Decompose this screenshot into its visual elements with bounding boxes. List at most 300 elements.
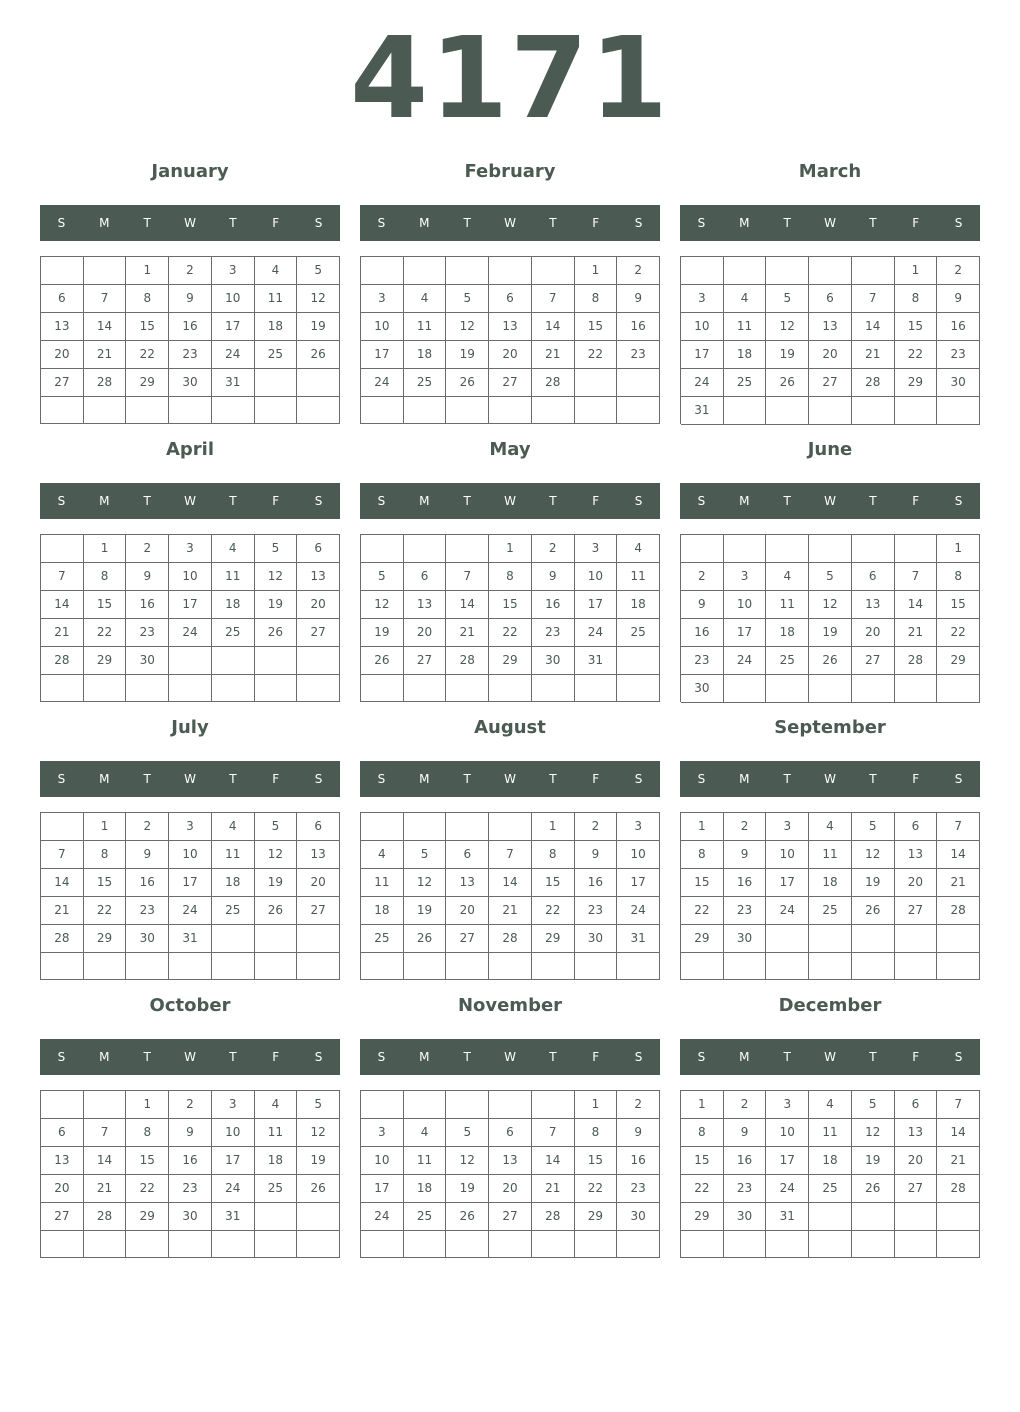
empty-cell xyxy=(724,535,767,563)
day-cell: 16 xyxy=(724,1147,767,1175)
day-cell: 7 xyxy=(937,813,980,841)
day-cell: 22 xyxy=(937,619,980,647)
day-cell: 8 xyxy=(895,285,938,313)
weekday-label: T xyxy=(463,494,471,508)
day-cell: 25 xyxy=(766,647,809,675)
weekday-label: S xyxy=(57,494,66,508)
day-cell: 10 xyxy=(766,841,809,869)
empty-cell xyxy=(809,953,852,980)
day-cell: 14 xyxy=(532,313,575,341)
weekday-label: F xyxy=(272,216,280,230)
empty-cell xyxy=(681,953,724,980)
day-cell: 23 xyxy=(126,619,169,647)
day-cell: 30 xyxy=(126,925,169,953)
day-cell: 17 xyxy=(212,313,255,341)
weekday-label: T xyxy=(869,216,877,230)
day-cell: 20 xyxy=(809,341,852,369)
weekday-label: T xyxy=(229,216,237,230)
day-cell: 7 xyxy=(84,1119,127,1147)
day-cell: 10 xyxy=(766,1119,809,1147)
empty-cell xyxy=(41,1231,84,1258)
day-cell: 15 xyxy=(126,1147,169,1175)
day-cell: 29 xyxy=(937,647,980,675)
day-cell: 27 xyxy=(895,897,938,925)
weekday-label: F xyxy=(272,772,280,786)
empty-cell xyxy=(809,257,852,285)
empty-cell xyxy=(41,675,84,702)
day-cell: 11 xyxy=(361,869,404,897)
day-cell: 30 xyxy=(169,1203,212,1231)
weekday-label: T xyxy=(143,1050,151,1064)
day-cell: 17 xyxy=(724,619,767,647)
day-cell: 26 xyxy=(809,647,852,675)
day-cell: 21 xyxy=(937,869,980,897)
empty-cell xyxy=(255,397,298,424)
empty-cell xyxy=(489,953,532,980)
day-cell: 29 xyxy=(532,925,575,953)
month-name: May xyxy=(489,439,531,460)
day-cell: 15 xyxy=(681,1147,724,1175)
day-cell: 15 xyxy=(575,313,618,341)
empty-cell xyxy=(489,1231,532,1258)
day-cell: 22 xyxy=(126,341,169,369)
empty-cell xyxy=(404,813,447,841)
empty-cell xyxy=(361,397,404,424)
day-cell: 9 xyxy=(126,563,169,591)
day-cell: 22 xyxy=(681,897,724,925)
weekday-label: W xyxy=(504,1050,516,1064)
day-cell: 13 xyxy=(895,1119,938,1147)
weekday-header xyxy=(680,761,980,797)
day-cell: 2 xyxy=(126,535,169,563)
empty-cell xyxy=(852,397,895,425)
day-cell: 1 xyxy=(489,535,532,563)
day-cell: 16 xyxy=(532,591,575,619)
day-cell: 10 xyxy=(169,841,212,869)
empty-cell xyxy=(297,953,340,980)
day-cell: 6 xyxy=(489,285,532,313)
day-cell: 1 xyxy=(126,257,169,285)
weekday-label: F xyxy=(912,772,920,786)
empty-cell xyxy=(126,397,169,424)
day-cell: 2 xyxy=(681,563,724,591)
day-cell: 18 xyxy=(724,341,767,369)
day-cell: 4 xyxy=(724,285,767,313)
day-cell: 21 xyxy=(41,897,84,925)
empty-cell xyxy=(84,1091,127,1119)
empty-cell xyxy=(297,1231,340,1258)
weekday-label: M xyxy=(99,216,110,230)
weekday-label: T xyxy=(869,1050,877,1064)
empty-cell xyxy=(404,1231,447,1258)
day-cell: 5 xyxy=(766,285,809,313)
day-cell: 15 xyxy=(489,591,532,619)
day-cell: 29 xyxy=(126,369,169,397)
day-cell: 24 xyxy=(169,897,212,925)
day-cell: 26 xyxy=(404,925,447,953)
day-cell: 16 xyxy=(617,1147,660,1175)
day-cell: 23 xyxy=(937,341,980,369)
day-cell: 29 xyxy=(681,925,724,953)
day-cell: 20 xyxy=(489,1175,532,1203)
empty-cell xyxy=(84,675,127,702)
empty-cell xyxy=(895,1203,938,1231)
day-cell: 16 xyxy=(937,313,980,341)
weekday-label: W xyxy=(504,494,516,508)
day-cell: 23 xyxy=(169,1175,212,1203)
day-cell: 13 xyxy=(446,869,489,897)
empty-cell xyxy=(84,397,127,424)
day-cell: 27 xyxy=(852,647,895,675)
day-cell: 13 xyxy=(404,591,447,619)
weekday-label: T xyxy=(783,216,791,230)
day-cell: 24 xyxy=(575,619,618,647)
day-cell: 19 xyxy=(446,1175,489,1203)
empty-cell xyxy=(766,675,809,703)
empty-cell xyxy=(809,1231,852,1258)
day-cell: 21 xyxy=(84,341,127,369)
day-cell: 23 xyxy=(724,1175,767,1203)
empty-cell xyxy=(361,675,404,702)
day-cell: 12 xyxy=(297,285,340,313)
day-cell: 8 xyxy=(126,285,169,313)
weekday-label: F xyxy=(912,1050,920,1064)
day-cell: 20 xyxy=(489,341,532,369)
weekday-label: S xyxy=(314,216,323,230)
day-cell: 25 xyxy=(212,619,255,647)
day-cell: 21 xyxy=(852,341,895,369)
empty-cell xyxy=(212,675,255,702)
day-cell: 3 xyxy=(169,813,212,841)
day-cell: 6 xyxy=(297,535,340,563)
day-cell: 29 xyxy=(575,1203,618,1231)
weekday-label: W xyxy=(184,1050,196,1064)
weekday-label: W xyxy=(824,494,836,508)
day-cell: 21 xyxy=(937,1147,980,1175)
day-cell: 30 xyxy=(532,647,575,675)
weekday-label: S xyxy=(697,772,706,786)
day-cell: 2 xyxy=(617,1091,660,1119)
day-cell: 16 xyxy=(126,591,169,619)
empty-cell xyxy=(41,1091,84,1119)
day-cell: 16 xyxy=(169,313,212,341)
empty-cell xyxy=(532,397,575,424)
empty-cell xyxy=(809,675,852,703)
weekday-label: W xyxy=(184,216,196,230)
empty-cell xyxy=(404,257,447,285)
day-cell: 13 xyxy=(297,563,340,591)
weekday-label: T xyxy=(783,1050,791,1064)
weekday-label: T xyxy=(229,494,237,508)
day-cell: 2 xyxy=(575,813,618,841)
day-cell: 15 xyxy=(681,869,724,897)
day-cell: 1 xyxy=(532,813,575,841)
empty-cell xyxy=(575,397,618,424)
day-cell: 8 xyxy=(681,1119,724,1147)
day-cell: 18 xyxy=(617,591,660,619)
day-cell: 9 xyxy=(617,285,660,313)
empty-cell xyxy=(724,675,767,703)
day-cell: 17 xyxy=(617,869,660,897)
day-cell: 6 xyxy=(809,285,852,313)
day-cell: 18 xyxy=(404,341,447,369)
weekday-header xyxy=(40,205,340,241)
day-cell: 14 xyxy=(937,1119,980,1147)
empty-cell xyxy=(297,647,340,675)
day-cell: 1 xyxy=(937,535,980,563)
day-cell: 10 xyxy=(724,591,767,619)
day-cell: 2 xyxy=(937,257,980,285)
weekday-header xyxy=(360,761,660,797)
day-cell: 21 xyxy=(84,1175,127,1203)
day-cell: 9 xyxy=(617,1119,660,1147)
day-cell: 3 xyxy=(361,1119,404,1147)
empty-cell xyxy=(169,953,212,980)
day-cell: 28 xyxy=(41,925,84,953)
day-cell: 19 xyxy=(361,619,404,647)
day-cell: 15 xyxy=(84,869,127,897)
empty-cell xyxy=(681,1231,724,1258)
day-cell: 28 xyxy=(937,1175,980,1203)
day-cell: 16 xyxy=(169,1147,212,1175)
empty-cell xyxy=(852,1203,895,1231)
day-cell: 23 xyxy=(575,897,618,925)
day-cell: 29 xyxy=(126,1203,169,1231)
empty-cell xyxy=(617,675,660,702)
day-cell: 5 xyxy=(255,813,298,841)
day-cell: 11 xyxy=(766,591,809,619)
day-cell: 14 xyxy=(895,591,938,619)
day-cell: 20 xyxy=(895,1147,938,1175)
day-cell: 23 xyxy=(681,647,724,675)
weekday-header xyxy=(680,483,980,519)
day-cell: 20 xyxy=(852,619,895,647)
day-cell: 19 xyxy=(852,869,895,897)
weekday-label: T xyxy=(143,494,151,508)
weekday-label: F xyxy=(912,216,920,230)
day-cell: 6 xyxy=(404,563,447,591)
day-cell: 18 xyxy=(255,313,298,341)
day-grid xyxy=(40,534,340,702)
weekday-label: T xyxy=(783,772,791,786)
day-cell: 31 xyxy=(681,397,724,425)
day-cell: 11 xyxy=(809,1119,852,1147)
day-cell: 16 xyxy=(681,619,724,647)
day-cell: 7 xyxy=(41,563,84,591)
day-cell: 17 xyxy=(766,1147,809,1175)
empty-cell xyxy=(895,925,938,953)
day-cell: 24 xyxy=(724,647,767,675)
weekday-label: M xyxy=(419,216,430,230)
weekday-label: T xyxy=(463,772,471,786)
day-cell: 16 xyxy=(617,313,660,341)
day-cell: 8 xyxy=(84,563,127,591)
day-cell: 10 xyxy=(575,563,618,591)
weekday-label: T xyxy=(869,494,877,508)
empty-cell xyxy=(361,257,404,285)
day-cell: 26 xyxy=(297,1175,340,1203)
day-cell: 1 xyxy=(575,257,618,285)
empty-cell xyxy=(41,953,84,980)
day-cell: 1 xyxy=(126,1091,169,1119)
day-cell: 2 xyxy=(724,1091,767,1119)
day-cell: 14 xyxy=(446,591,489,619)
empty-cell xyxy=(361,813,404,841)
day-cell: 12 xyxy=(404,869,447,897)
weekday-label: M xyxy=(739,494,750,508)
empty-cell xyxy=(895,535,938,563)
day-cell: 19 xyxy=(809,619,852,647)
day-cell: 11 xyxy=(212,563,255,591)
day-cell: 22 xyxy=(575,1175,618,1203)
day-cell: 7 xyxy=(84,285,127,313)
weekday-label: S xyxy=(634,1050,643,1064)
day-cell: 8 xyxy=(489,563,532,591)
day-cell: 19 xyxy=(404,897,447,925)
empty-cell xyxy=(724,1231,767,1258)
day-cell: 5 xyxy=(852,813,895,841)
day-cell: 19 xyxy=(852,1147,895,1175)
day-cell: 2 xyxy=(169,257,212,285)
empty-cell xyxy=(852,257,895,285)
day-cell: 4 xyxy=(212,535,255,563)
day-cell: 9 xyxy=(169,285,212,313)
day-cell: 22 xyxy=(126,1175,169,1203)
empty-cell xyxy=(41,397,84,424)
day-cell: 11 xyxy=(404,313,447,341)
day-cell: 31 xyxy=(169,925,212,953)
day-cell: 17 xyxy=(169,869,212,897)
weekday-label: S xyxy=(57,216,66,230)
empty-cell xyxy=(446,1231,489,1258)
day-cell: 19 xyxy=(255,869,298,897)
day-cell: 21 xyxy=(41,619,84,647)
empty-cell xyxy=(895,675,938,703)
day-cell: 16 xyxy=(126,869,169,897)
empty-cell xyxy=(724,397,767,425)
day-cell: 15 xyxy=(575,1147,618,1175)
empty-cell xyxy=(297,369,340,397)
empty-cell xyxy=(404,535,447,563)
day-cell: 9 xyxy=(681,591,724,619)
day-cell: 20 xyxy=(41,341,84,369)
day-cell: 15 xyxy=(895,313,938,341)
day-cell: 19 xyxy=(297,313,340,341)
day-cell: 25 xyxy=(255,1175,298,1203)
day-cell: 8 xyxy=(532,841,575,869)
empty-cell xyxy=(937,1203,980,1231)
weekday-label: S xyxy=(954,1050,963,1064)
weekday-label: M xyxy=(739,216,750,230)
weekday-label: T xyxy=(549,216,557,230)
day-cell: 30 xyxy=(681,675,724,703)
weekday-header xyxy=(40,761,340,797)
day-cell: 25 xyxy=(212,897,255,925)
day-cell: 18 xyxy=(212,869,255,897)
day-cell: 31 xyxy=(212,1203,255,1231)
day-cell: 4 xyxy=(809,1091,852,1119)
day-cell: 18 xyxy=(809,1147,852,1175)
day-cell: 9 xyxy=(575,841,618,869)
day-cell: 25 xyxy=(404,1203,447,1231)
empty-cell xyxy=(937,675,980,703)
day-cell: 20 xyxy=(41,1175,84,1203)
day-cell: 17 xyxy=(766,869,809,897)
empty-cell xyxy=(126,675,169,702)
weekday-label: S xyxy=(377,494,386,508)
day-cell: 20 xyxy=(297,869,340,897)
day-cell: 4 xyxy=(212,813,255,841)
weekday-label: F xyxy=(592,772,600,786)
day-cell: 26 xyxy=(255,897,298,925)
day-cell: 23 xyxy=(617,341,660,369)
empty-cell xyxy=(617,369,660,397)
day-cell: 9 xyxy=(532,563,575,591)
weekday-label: M xyxy=(419,494,430,508)
day-cell: 25 xyxy=(809,897,852,925)
weekday-label: F xyxy=(592,494,600,508)
day-cell: 11 xyxy=(724,313,767,341)
day-cell: 5 xyxy=(297,257,340,285)
day-cell: 10 xyxy=(361,313,404,341)
weekday-label: S xyxy=(697,1050,706,1064)
weekday-label: M xyxy=(419,772,430,786)
day-cell: 9 xyxy=(169,1119,212,1147)
day-cell: 25 xyxy=(404,369,447,397)
empty-cell xyxy=(169,647,212,675)
day-cell: 2 xyxy=(724,813,767,841)
empty-cell xyxy=(255,675,298,702)
day-cell: 4 xyxy=(766,563,809,591)
day-cell: 7 xyxy=(489,841,532,869)
day-cell: 23 xyxy=(617,1175,660,1203)
weekday-header xyxy=(40,1039,340,1075)
day-cell: 12 xyxy=(255,563,298,591)
empty-cell xyxy=(852,953,895,980)
weekday-label: S xyxy=(377,1050,386,1064)
empty-cell xyxy=(937,925,980,953)
day-cell: 4 xyxy=(404,1119,447,1147)
empty-cell xyxy=(255,1203,298,1231)
empty-cell xyxy=(169,675,212,702)
day-cell: 26 xyxy=(852,1175,895,1203)
weekday-label: W xyxy=(824,216,836,230)
day-cell: 18 xyxy=(809,869,852,897)
day-grid xyxy=(40,256,340,424)
empty-cell xyxy=(895,1231,938,1258)
weekday-label: S xyxy=(57,772,66,786)
day-cell: 25 xyxy=(255,341,298,369)
empty-cell xyxy=(724,953,767,980)
weekday-label: T xyxy=(143,772,151,786)
day-cell: 27 xyxy=(489,369,532,397)
empty-cell xyxy=(126,953,169,980)
empty-cell xyxy=(852,1231,895,1258)
day-cell: 8 xyxy=(84,841,127,869)
day-cell: 18 xyxy=(766,619,809,647)
day-cell: 2 xyxy=(169,1091,212,1119)
day-cell: 14 xyxy=(937,841,980,869)
empty-cell xyxy=(255,369,298,397)
weekday-header xyxy=(680,1039,980,1075)
empty-cell xyxy=(809,925,852,953)
day-cell: 30 xyxy=(169,369,212,397)
day-cell: 29 xyxy=(489,647,532,675)
day-cell: 12 xyxy=(361,591,404,619)
weekday-label: S xyxy=(697,494,706,508)
empty-cell xyxy=(766,535,809,563)
day-cell: 26 xyxy=(766,369,809,397)
